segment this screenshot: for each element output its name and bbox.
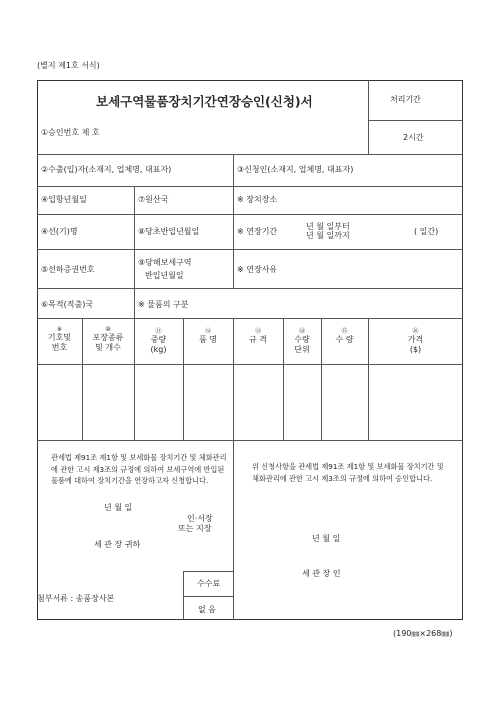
- applicant-field: ③신청인(소재지, 업체명, 대표자): [237, 165, 354, 174]
- processing-period-value: 2시간: [403, 133, 424, 142]
- extension-period-label: ※ 연장기간: [237, 227, 278, 236]
- column-divider: [233, 186, 234, 288]
- column-divider: [134, 186, 135, 318]
- storage-place-field: ※ 장치장소: [237, 195, 278, 204]
- form-label: (별지 제1호 서식): [37, 61, 100, 70]
- extension-from: 년 월 일부터: [306, 222, 350, 231]
- exporter-field: ②수출(입)자(소재지, 업체명, 대표자): [41, 165, 172, 174]
- item-column-divider: [233, 318, 234, 620]
- column-header: ⑭ 수량 단위: [294, 328, 310, 354]
- row-divider: [37, 288, 463, 289]
- column-header: ⑫ 품 명: [199, 328, 217, 344]
- ship-name-field: ④선(기)명: [41, 227, 78, 236]
- extension-days: ( 일간): [414, 227, 439, 236]
- form-title: 보세구역물품장치기간연장승인(신청)서: [96, 94, 313, 109]
- destination-field: ⑥목적(적출)국: [41, 300, 94, 309]
- processing-column-divider: [368, 80, 369, 154]
- column-divider: [233, 154, 234, 186]
- column-header: ⑩ 포장종류 및 개수: [92, 326, 124, 352]
- row-divider: [37, 318, 463, 319]
- fee-divider: [183, 596, 233, 597]
- row-divider: [37, 249, 463, 250]
- approval-signature: 세 관 장 인: [302, 569, 341, 578]
- unloading-date-field: ⑧당초반입년월일: [138, 227, 200, 236]
- application-date: 년 월 일: [104, 503, 133, 512]
- extension-reason-field: ※ 연장사유: [237, 265, 278, 274]
- column-header: ※ 기호및 번호: [47, 326, 72, 352]
- row-divider: [37, 364, 463, 365]
- origin-country-field: ⑦원산국: [138, 195, 169, 204]
- approval-statement: 위 신청사항을 관세법 제91조 제1항 및 보세화물 장치기간 및 체화관리에 관한 고시 제3조의 규정에 의하여 승인합니다.: [252, 462, 444, 483]
- row-divider: [37, 154, 463, 155]
- application-seal-label-2: 또는 지장: [178, 524, 212, 533]
- fee-top-border: [183, 571, 233, 572]
- bl-number-field: ⑤선하증권번호: [41, 265, 95, 274]
- bonded-entry-line2: 반입년월일: [145, 271, 184, 280]
- application-statement: 관세법 제91조 제1항 및 보세화물 장치기간 및 체화관리에 관한 고시 제3조의 규정에 의하여 보세구역에 반입된 물품에 대하여 장치기간을 연장하고자 신청합니다.: [51, 453, 227, 485]
- row-divider: [37, 186, 463, 187]
- approval-number: ①승인번호 제 호: [41, 128, 100, 137]
- application-recipient: 세 관 장 귀하: [94, 540, 141, 549]
- fee-value: 없 음: [198, 605, 216, 614]
- entry-date-field: ④입항년월일: [41, 195, 87, 204]
- attachment-note: 첨부서류 : 송품장사본: [37, 594, 115, 603]
- bonded-entry-line1: ⑨당해보세구역: [138, 258, 192, 267]
- fee-label: 수수료: [197, 579, 221, 588]
- approval-date: 년 월 일: [312, 534, 341, 543]
- extension-to: 년 월 일까지: [306, 231, 350, 240]
- column-header: ⑪ 중량 (kg): [150, 328, 167, 354]
- column-header: ⑯ 가격 ($): [407, 328, 424, 354]
- processing-divider: [368, 120, 463, 121]
- fee-column-divider: [183, 571, 184, 620]
- row-divider: [37, 440, 463, 441]
- application-seal-label: 인·서장: [187, 514, 213, 523]
- goods-type-field: ※ 물품의 구분: [138, 300, 189, 309]
- column-header: ⑮ 수 량: [335, 328, 354, 344]
- column-header: ⑬ 규 격: [249, 328, 267, 344]
- processing-period-label: 처리기간: [390, 95, 421, 104]
- paper-size-note: (190㎜×268㎜): [393, 629, 453, 638]
- row-divider: [37, 214, 463, 215]
